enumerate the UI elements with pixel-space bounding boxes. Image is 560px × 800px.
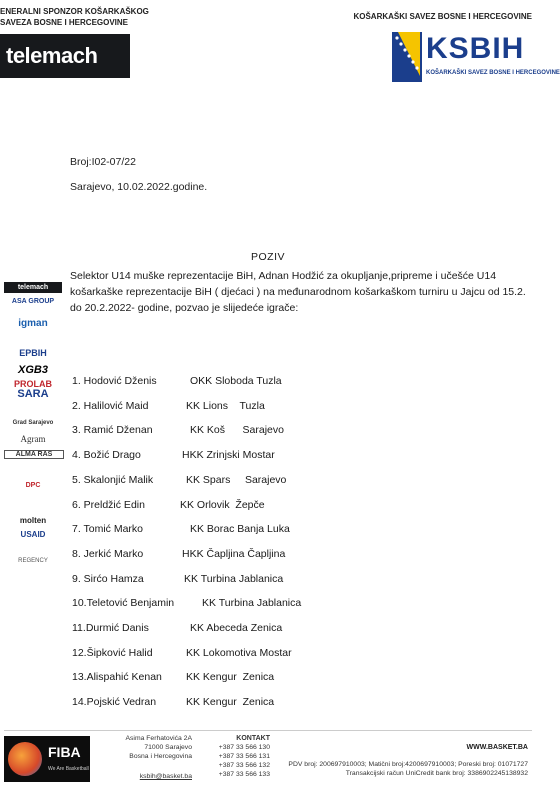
player-name: 5. Skalonjić Malik	[72, 473, 154, 486]
phone-number: +387 33 566 130	[218, 744, 270, 751]
sponsor-logo: SARA	[17, 388, 49, 400]
player-name: 14.Pojskić Vedran	[72, 696, 157, 709]
phone-number: +387 33 566 131	[218, 753, 270, 760]
footer-legal	[288, 760, 528, 778]
document-date: Sarajevo, 10.02.2022.godine.	[70, 181, 208, 193]
sponsor-header	[0, 6, 149, 28]
contact-title: KONTAKT	[236, 735, 270, 742]
sponsor-logo: ASA GROUP	[11, 298, 55, 305]
sponsor-logo: USAID	[20, 530, 46, 539]
address-line: Bosna i Hercegovina	[129, 753, 192, 760]
sponsor-line-1: ENERALNI SPONZOR KOŠARKAŠKOG	[0, 7, 149, 16]
player-club: KK Kengur Zenica	[186, 696, 275, 709]
sponsor-logo: molten	[19, 516, 47, 525]
sponsor-logo: Agram	[20, 434, 46, 444]
player-name: 4. Božić Drago	[72, 449, 141, 462]
fiba-logo-subtext: We Are Basketball	[48, 766, 89, 772]
fiba-logo-text: FIBA	[48, 744, 81, 760]
ksbih-logo	[390, 28, 560, 84]
player-name: 9. Sirćo Hamza	[72, 572, 144, 585]
player-club: KK Lokomotiva Mostar	[186, 646, 292, 659]
player-name: 1. Hodović Dženis	[72, 375, 157, 387]
bih-flag-icon	[392, 32, 422, 82]
player-name: 6. Preldžić Edin	[72, 498, 145, 511]
phone-number: +387 33 566 132	[218, 762, 270, 769]
ksbih-logo-text: KSBIH	[426, 32, 525, 65]
footer-address	[102, 734, 192, 761]
player-club: HKK Zrinjski Mostar	[182, 449, 275, 462]
document-title: POZIV	[250, 251, 285, 263]
player-name: 13.Alispahić Kenan	[72, 671, 162, 684]
sponsor-logo: ALMA RAS	[4, 450, 64, 459]
federation-name: KOŠARKAŠKI SAVEZ BOSNE I HERCEGOVINE	[353, 12, 532, 21]
player-club: KK Borac Banja Luka	[190, 523, 290, 536]
player-club: OKK Sloboda Tuzla	[190, 375, 282, 387]
player-club: KK Orlovik Žepče	[180, 498, 265, 511]
sponsor-column	[4, 282, 62, 632]
phone-number: +387 33 566 133	[218, 771, 270, 778]
sponsor-logo: Grad Sarajevo	[12, 420, 54, 426]
player-name: 12.Šipković Halid	[72, 646, 153, 659]
player-name: 8. Jerkić Marko	[72, 547, 144, 560]
bank-info: Transakcijski račun UniCredit bank broj: 3386902245138932	[345, 770, 528, 777]
player-club: KK Turbina Jablanica	[202, 597, 302, 610]
player-club: KK Lions Tuzla	[186, 399, 265, 412]
footer-divider	[4, 730, 532, 731]
tax-info: PDV broj: 200697910003; Matični broj:4200697910003; Poreski broj: 01071727	[288, 761, 528, 768]
player-name: 2. Halilović Maid	[72, 399, 149, 412]
player-name: 3. Ramić Dženan	[72, 424, 153, 437]
sponsor-logo: XGB3	[18, 364, 48, 376]
sponsor-logo: DPC	[25, 482, 41, 489]
sponsor-logo: telemach	[4, 282, 62, 293]
player-club: KK Kengur Zenica	[186, 671, 275, 684]
player-club: HKK Čapljina Čapljina	[182, 547, 286, 560]
sponsor-line-2: SAVEZA BOSNE I HERCEGOVINE	[0, 18, 129, 27]
address-line: Asima Ferhatovića 2A	[125, 735, 192, 742]
player-club: KK Turbina Jablanica	[184, 572, 284, 585]
player-club: KK Abeceda Zenica	[190, 622, 283, 634]
footer-website-link[interactable]: WWW.BASKET.BA	[466, 744, 528, 751]
fiba-logo	[4, 736, 90, 782]
invitation-text: Selektor U14 muške reprezentacije BiH, Adnan Hodžić za okupljanje,pripreme i učešće U14 košarkaške reprezentacije BiH ( djećaci ) na međunarodnom košarkaškom turniru u Jajcu od 15.2. do 20.2.2022- godine, pozvao je slijedeće igrače:	[70, 270, 526, 314]
player-club: KK Koš Sarajevo	[190, 424, 284, 437]
footer-contact	[214, 734, 270, 779]
basketball-icon	[8, 742, 42, 776]
sponsor-logo: REGENCY	[18, 558, 48, 564]
sponsor-logo: EPBIH	[19, 348, 47, 358]
footer-email-link[interactable]: ksbih@basket.ba	[139, 773, 192, 780]
telemach-logo: telemach	[0, 34, 130, 78]
player-club: KK Spars Sarajevo	[186, 473, 287, 486]
document-number: Broj:I02-07/22	[70, 156, 136, 168]
sponsor-logo: PROLAB	[14, 379, 52, 389]
player-name: 11.Durmić Danis	[72, 622, 149, 634]
ksbih-logo-subtext: KOŠARKAŠKI SAVEZ BOSNE I HERCEGOVINE	[426, 70, 560, 76]
player-name: 7. Tomić Marko	[72, 523, 143, 536]
sponsor-logo: igman	[18, 318, 48, 329]
address-line: 71000 Sarajevo	[144, 744, 192, 751]
player-name: 10.Teletović Benjamin	[72, 597, 175, 610]
